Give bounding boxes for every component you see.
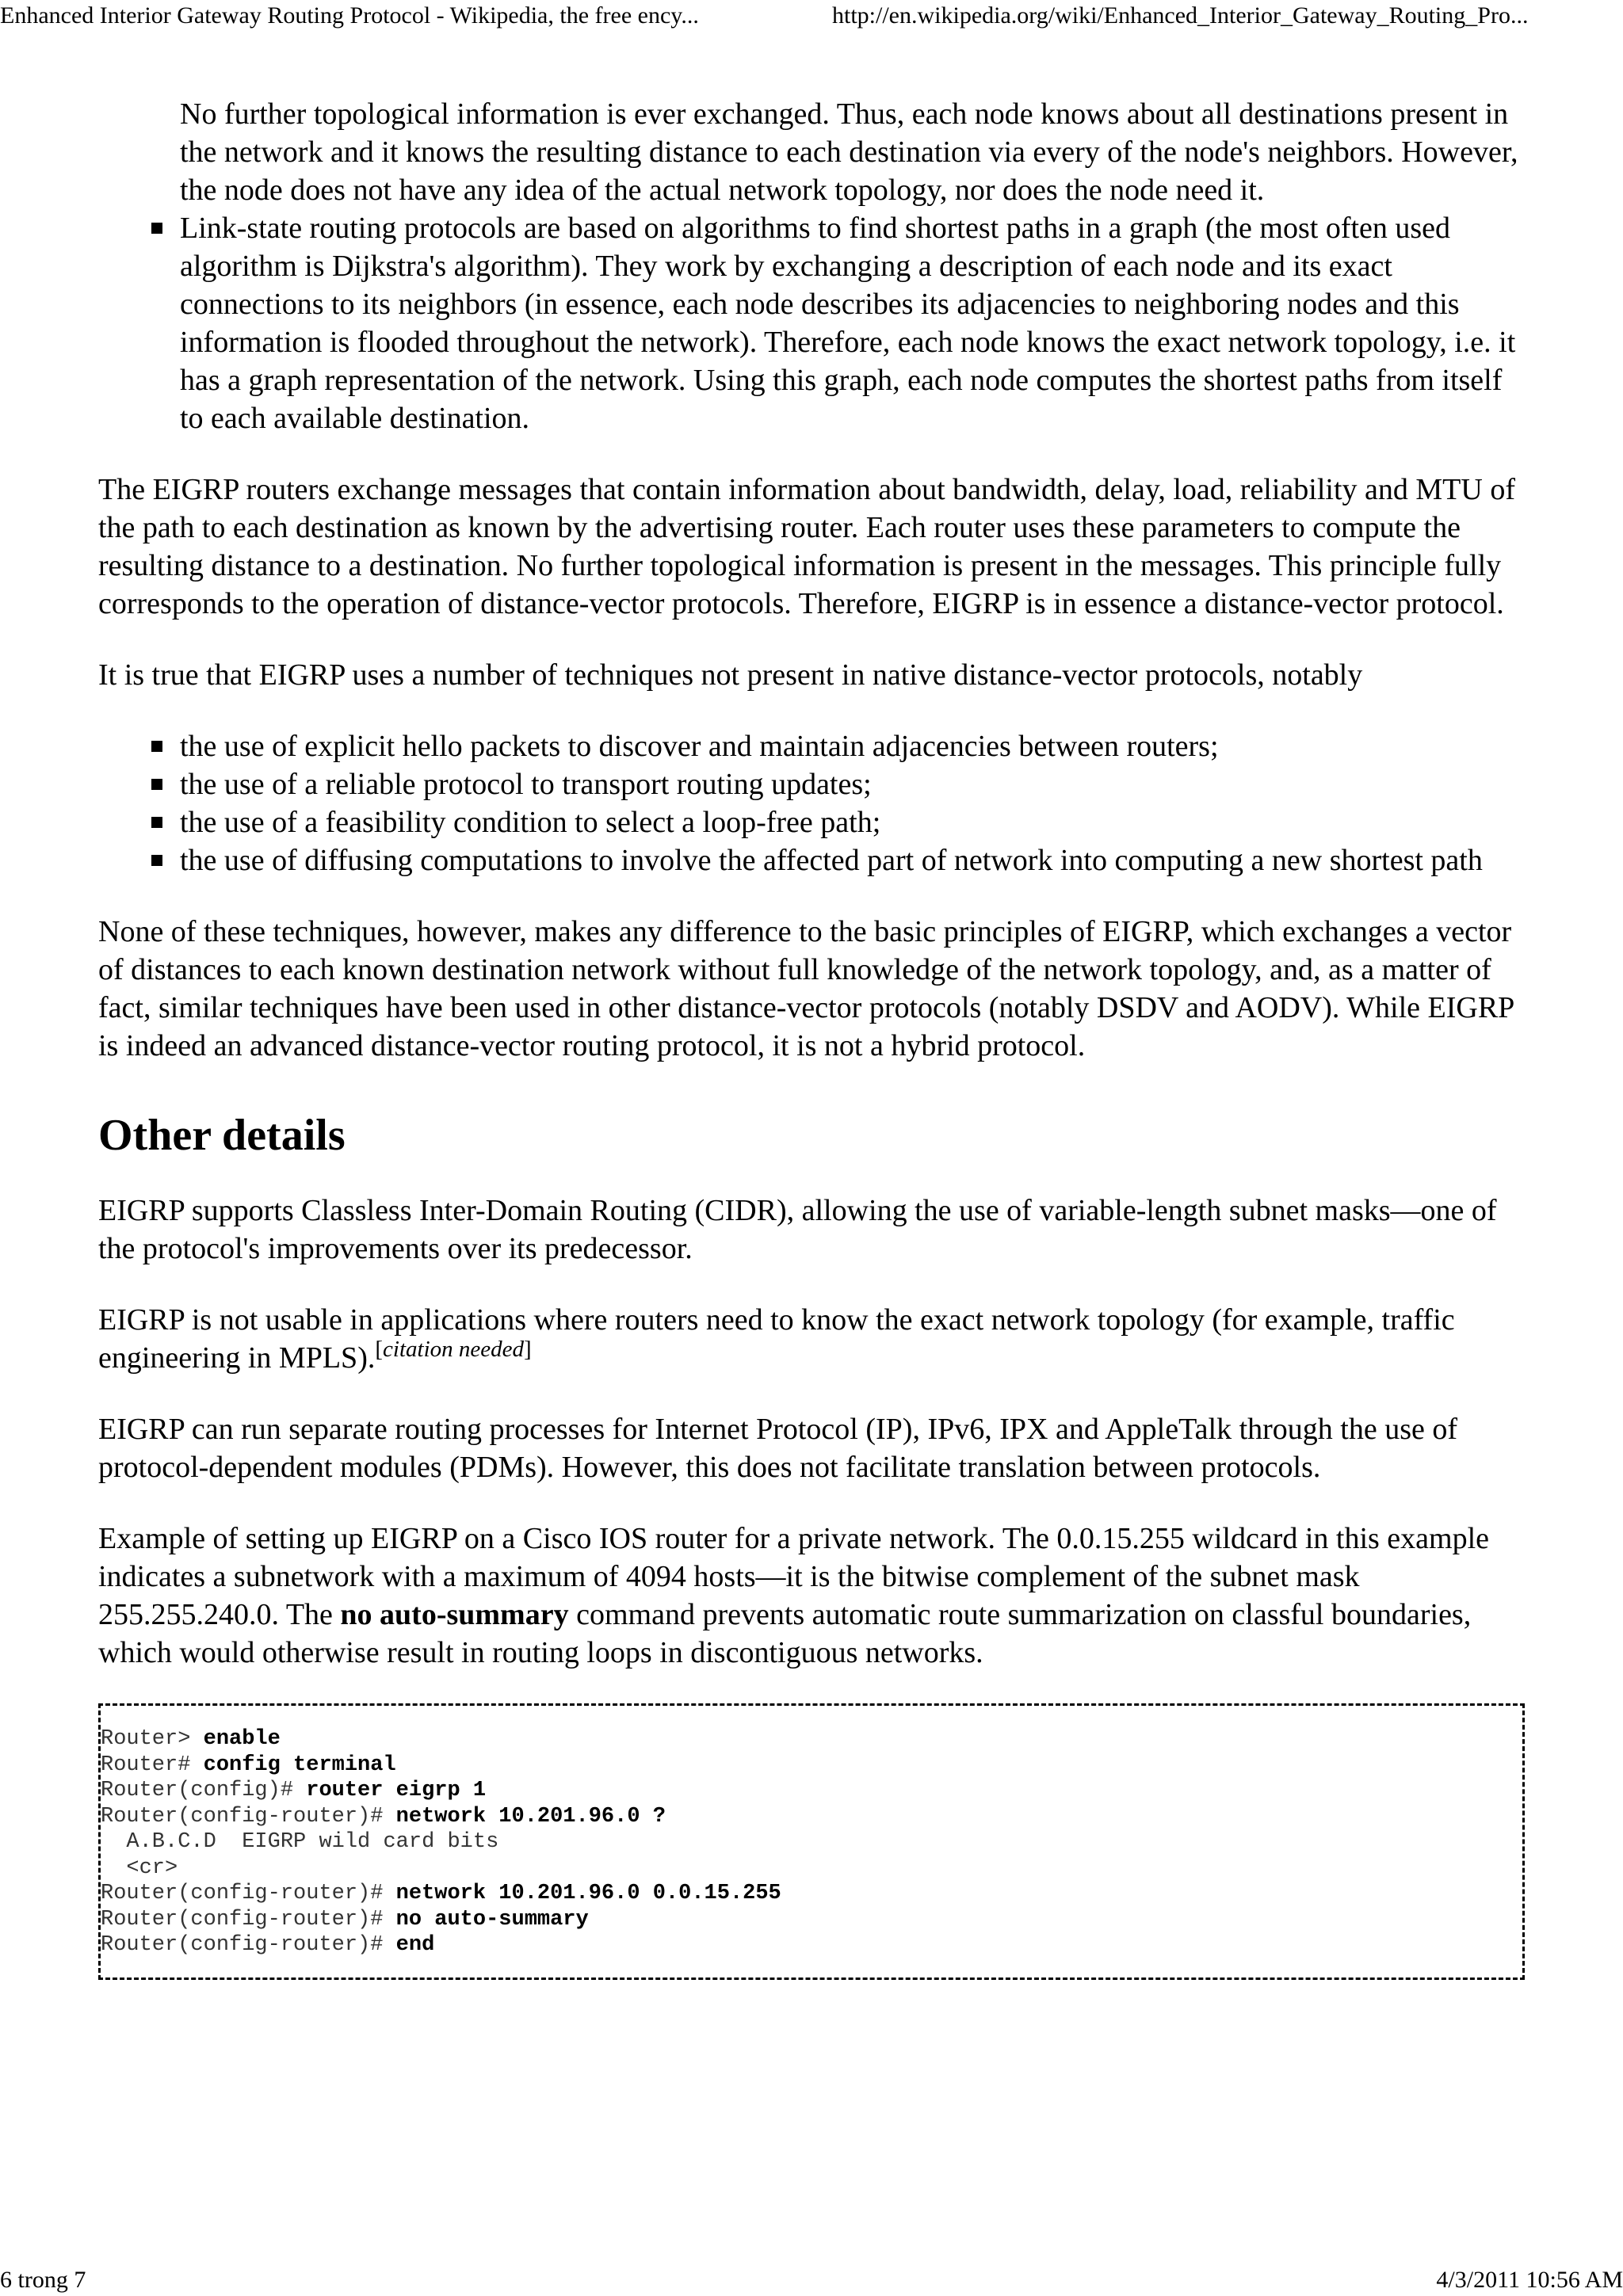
list-item-text: the use of a reliable protocol to transport routing updates; (180, 768, 872, 801)
print-datetime: 4/3/2011 10:56 AM (1436, 2267, 1623, 2293)
article-content (98, 95, 1525, 1980)
paragraph-pdm: EIGRP can run separate routing processes for Internet Protocol (IP), IPv6, IPX and AppleTalk through the use of protocol-dependent modules (PDMs). However, this does not facilitate translation between protocols. (98, 1413, 1458, 1484)
list-item (180, 841, 1525, 879)
print-footer (0, 2264, 1623, 2296)
page-number: 6 trong 7 (0, 2267, 86, 2293)
square-bullet-icon (151, 779, 162, 790)
paragraph-mpls (98, 1301, 1525, 1377)
citation-needed-link[interactable]: citation needed (383, 1337, 524, 1362)
square-bullet-icon (151, 223, 162, 234)
no-auto-summary-keyword: no auto-summary (340, 1598, 569, 1631)
list-item (180, 727, 1525, 765)
print-header (0, 0, 1623, 32)
list-item-text: the use of explicit hello packets to discover and maintain adjacencies between routers; (180, 730, 1219, 763)
code-line: Router(config-router)# network 10.201.96.0 0.0.15.255 (101, 1882, 781, 1905)
list-item-text: Link-state routing protocols are based on algorithms to find shortest paths in a graph (the most often used algorithm is Dijkstra's algorithm). They work by exchanging a description of each node and its exact connections to its neighbors (in essence, each node describes its adjacencies to neighboring nodes and this information is flooded throughout the network). Therefore, each node knows the exact network topology, i.e. it has a graph representation of the network. Using this graph, each node computes the shortest paths from itself to each available destination. (180, 212, 1516, 435)
list-item (180, 209, 1525, 437)
square-bullet-icon (151, 817, 162, 828)
page-url: http://en.wikipedia.org/wiki/Enhanced_Interior_Gateway_Routing_Pro... (832, 2, 1529, 29)
code-line: Router# config terminal (101, 1753, 396, 1777)
paragraph-eigrp-exchange: The EIGRP routers exchange messages that contain information about bandwidth, delay, load, reliability and MTU of the path to each destination as known by the advertising router. Each router uses these parameters to compute the resulting distance to a destination. No further topological information is present in the messages. This principle fully corresponds to the operation of distance-vector protocols. Therefore, EIGRP is in essence a distance-vector protocol. (98, 473, 1515, 620)
list-item-text: the use of a feasibility condition to select a loop-free path; (180, 806, 881, 839)
routing-types-list (98, 209, 1525, 437)
list-item (180, 765, 1525, 803)
code-line: Router(config)# router eigrp 1 (101, 1779, 487, 1802)
code-line: Router> enable (101, 1727, 281, 1751)
page-title: Enhanced Interior Gateway Routing Protocol - Wikipedia, the free ency... (0, 2, 699, 29)
paragraph-techniques-intro: It is true that EIGRP uses a number of techniques not present in native distance-vector protocols, notably (98, 658, 1363, 692)
code-line: A.B.C.D EIGRP wild card bits (101, 1830, 499, 1854)
paragraph-cidr: EIGRP supports Classless Inter-Domain Routing (CIDR), allowing the use of variable-length subnet masks—one of the protocol's improvements over its predecessor. (98, 1194, 1497, 1265)
square-bullet-icon (151, 855, 162, 866)
continued-bullet-text: No further topological information is ever exchanged. Thus, each node knows about all destinations present in the network and it knows the resulting distance to each destination via every of the node's neighbors. However, the node does not have any idea of the actual network topology, nor does the node need it. (180, 97, 1518, 207)
paragraph-example: Example of setting up EIGRP on a Cisco IOS router for a private network. The 0.0.15.255 wildcard in this example indicates a subnetwork with a maximum of 4094 hosts—it is the bitwise complement of the subnet mask 255.255.240.0. The no auto-summary command prevents automatic route summarization on classful boundaries, which would otherwise result in routing loops in discontiguous networks. (98, 1522, 1490, 1669)
paragraph-mpls-text: EIGRP is not usable in applications where routers need to know the exact network topology (for example, traffic engineering in MPLS). (98, 1303, 1455, 1375)
paragraph-none-techniques: None of these techniques, however, makes any difference to the basic principles of EIGRP, which exchanges a vector of distances to each known destination network without full knowledge of the network topology, and, as a matter of fact, similar techniques have been used in other distance-vector protocols (notably DSDV and AODV). While EIGRP is indeed an advanced distance-vector routing protocol, it is not a hybrid protocol. (98, 915, 1514, 1062)
section-heading: Other details (98, 1111, 346, 1160)
square-bullet-icon (151, 741, 162, 752)
code-line: Router(config-router)# no auto-summary (101, 1907, 589, 1932)
code-block (98, 1703, 1525, 1980)
techniques-list (98, 727, 1525, 879)
list-item (180, 803, 1525, 841)
code-line: Router(config-router)# network 10.201.96.0 ? (101, 1804, 666, 1829)
citation-needed[interactable]: [citation needed] (375, 1337, 532, 1362)
list-item-text: the use of diffusing computations to involve the affected part of network into computing a new shortest path (180, 844, 1483, 877)
code-line: <cr> (101, 1855, 178, 1880)
code-line: Router(config-router)# end (101, 1933, 435, 1957)
